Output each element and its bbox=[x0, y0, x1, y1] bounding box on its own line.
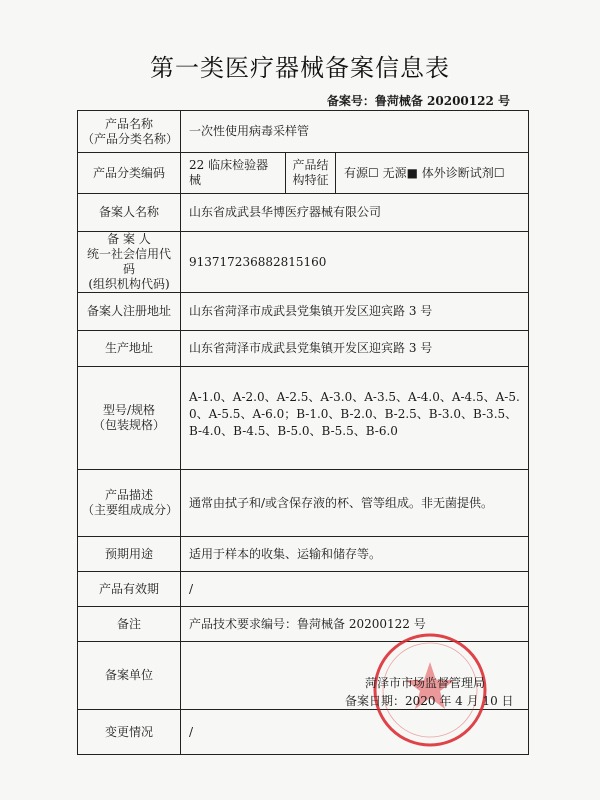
row-product-name bbox=[78, 111, 529, 153]
label: 产品有效期 bbox=[78, 572, 181, 607]
label-sub: 统一社会信用代码 bbox=[86, 247, 171, 276]
label: 备案人注册地址 bbox=[78, 293, 181, 331]
label-sub: （产品分类名称） bbox=[82, 131, 179, 146]
label-sub2: (组织机构代码) bbox=[88, 277, 170, 291]
row-validity bbox=[78, 572, 529, 607]
label: 产品描述 bbox=[104, 488, 153, 502]
label: 产品分类编码 bbox=[78, 153, 181, 194]
value: 产品技术要求编号：鲁菏械备 20200122 号 bbox=[181, 607, 529, 642]
filing-number: 备案号：鲁菏械备 20200122 号 bbox=[326, 94, 510, 108]
row-category-code bbox=[78, 153, 529, 194]
value: / bbox=[181, 572, 529, 607]
struct-options bbox=[336, 153, 529, 194]
label-sub: （主要组成成分） bbox=[82, 503, 179, 517]
value: A-1.0、A-2.0、A-2.5、A-3.0、A-3.5、A-4.0、A-4.5、A-5.0、A-5.5、A-6.0；B-1.0、B-2.0、B-2.5、B-3.0、B-3.5、B-4.0、B-4.5、B-5.0、B-5.5、B-6.0 bbox=[181, 367, 529, 470]
page-title: 第一类医疗器械备案信息表 bbox=[150, 54, 450, 82]
value: 22 临床检验器械 bbox=[181, 153, 286, 194]
checkbox-empty-icon: ☐ bbox=[493, 165, 505, 180]
row-description bbox=[78, 470, 529, 537]
checkbox-filled-icon: ■ bbox=[406, 165, 418, 180]
row-prod-address bbox=[78, 331, 529, 367]
filing-info-table bbox=[77, 110, 529, 755]
value: 913717236882815160 bbox=[181, 232, 529, 293]
value: / bbox=[181, 710, 529, 755]
option-passive: 无源 bbox=[382, 165, 407, 180]
label: 预期用途 bbox=[78, 537, 181, 572]
row-credit-code bbox=[78, 232, 529, 293]
label: 备案单位 bbox=[78, 642, 181, 710]
value: 山东省菏泽市成武县党集镇开发区迎宾路 3 号 bbox=[181, 293, 529, 331]
value: 一次性使用病毒采样管 bbox=[181, 111, 529, 153]
value: 通常由拭子和/或含保存液的杯、管等组成。非无菌提供。 bbox=[181, 470, 529, 537]
option-ivd: 体外诊断试剂 bbox=[421, 165, 494, 180]
row-remarks bbox=[78, 607, 529, 642]
label-sub: （包装规格） bbox=[92, 418, 165, 432]
row-changes bbox=[78, 710, 529, 755]
label: 备注 bbox=[78, 607, 181, 642]
filing-unit-name: 菏泽市市场监督管理局 bbox=[365, 676, 486, 690]
label: 生产地址 bbox=[78, 331, 181, 367]
label: 产品名称 bbox=[104, 116, 153, 131]
value: 适用于样本的收集、运输和储存等。 bbox=[181, 537, 529, 572]
option-active: 有源 bbox=[344, 165, 369, 180]
label: 备案人名称 bbox=[78, 194, 181, 232]
label: 型号/规格 bbox=[102, 403, 156, 417]
row-reg-address bbox=[78, 293, 529, 331]
label: 备 案 人 bbox=[107, 232, 151, 246]
filing-date: 备案日期：2020 年 4 月 10 日 bbox=[345, 694, 514, 708]
struct-label: 产品结构特征 bbox=[286, 153, 336, 194]
value: 山东省菏泽市成武县党集镇开发区迎宾路 3 号 bbox=[181, 331, 529, 367]
value: 山东省成武县华博医疗器械有限公司 bbox=[181, 194, 529, 232]
row-filer-name bbox=[78, 194, 529, 232]
label: 变更情况 bbox=[78, 710, 181, 755]
checkbox-empty-icon: ☐ bbox=[368, 165, 379, 180]
row-usage bbox=[78, 537, 529, 572]
row-models bbox=[78, 367, 529, 470]
